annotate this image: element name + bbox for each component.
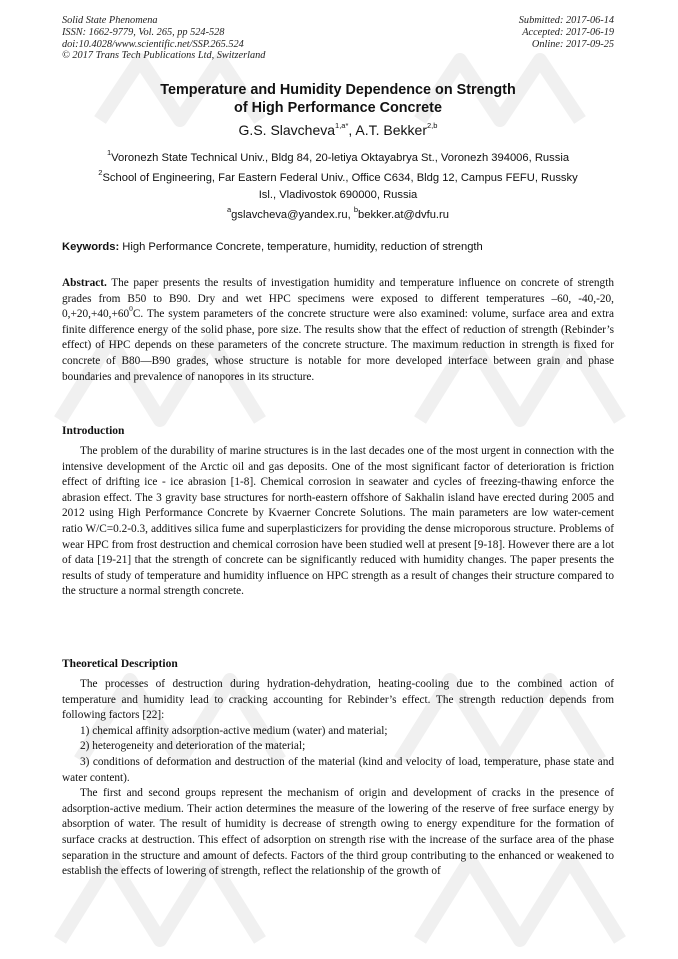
keywords-text: High Performance Concrete, temperature, humidity, reduction of strength [119, 241, 483, 253]
publication-dates [519, 15, 614, 50]
issn-line: ISSN: 1662-9779, Vol. 265, pp 524-528 [62, 26, 225, 38]
abstract-label: Abstract. [62, 277, 107, 289]
theory-paragraph-2: The first and second groups represent the mechanism of origin and development of cracks in the presence of adsorption-active medium. Their action determines the measure of the lowering of the reserve of free surface energy by absorption of water. The result of humidity is decrease of strength owing to energy expenditure for the formation of surface cracks at destruction. This effect of adsorption on strength rise with the increase of the surface area of the phase separation in the structure and amount of defects. Factors of the third group contributing to the enhanced or weakened to establish the effects of lowering of strength, reflect the relationship of the growth of [62, 787, 614, 878]
keywords-label: Keywords: [62, 241, 120, 253]
doi-link[interactable]: doi:10.4028/www.scientific.net/SSP.265.524 [62, 38, 244, 50]
title-line-2: of High Performance Concrete [234, 99, 442, 116]
email-1-marker: a [227, 205, 232, 215]
affiliation-2-line-1: School of Engineering, Far Eastern Federal Univ., Office C634, Bldg 12, Campus FEFU, Russky [102, 172, 578, 184]
email-1-link[interactable]: gslavcheva@yandex.ru, [231, 209, 354, 221]
email-2-marker: b [353, 205, 359, 215]
affiliation-2-line-2: Isl., Vladivostok 690000, Russia [258, 188, 418, 201]
submitted-date: Submitted: 2017-06-14 [518, 15, 614, 26]
abstract [62, 276, 614, 385]
publication-info [62, 15, 265, 62]
accepted-date: Accepted: 2017-06-19 [522, 26, 614, 38]
author-1: G.S. Slavcheva [238, 122, 336, 138]
theory-paragraph-1: The processes of destruction during hydration-dehydration, heating-cooling due to the combined action of temperature and humidity lead to cracking accounting for Rebinder’s effect. The strength reduction depends from following factors [22]: [62, 678, 614, 722]
author-2-affiliation-marker: 2,b [427, 121, 438, 131]
copyright-line: © 2017 Trans Tech Publications Ltd, Switzerland [62, 50, 266, 62]
email-2-link[interactable]: bekker.at@dvfu.ru [358, 209, 449, 221]
paper-title [62, 82, 614, 117]
introduction-paragraph: The problem of the durability of marine structures is in the last decades one of the most urgent in connection with the intensive development of the Arctic oil and gas deposits. One of the most significant factor of deterioration is friction effect of drifting ice - ice abrasion [1-8]. Chemical corrosion in seawater and cycles of freezing-thawing enforce the abrasion effect. The 3 gravity base structures for north-eastern offshore of Sakhalin island have erected during 2005 and 2012 using High Performance Concrete by Kvaerner Concrete Solutions. The main parameters are low water-cement ratio W/C=0.2-0.3, additives silica fume and superplasticizers for providing the dense microporous structure. Problems of wear HPC from frost destruction and chemical corrosion have been studied well at present [9-18]. However there are a lot of data [19-21] that the strength of concrete can be significantly reduced with humidity changes. The paper presents the results of study of temperature and humidity influence on HPC strength as a result of changes their structure compared to the structure a normal strength concrete. [62, 445, 614, 598]
degree-superscript: 0 [129, 304, 133, 314]
introduction-heading: Introduction [62, 425, 125, 437]
affiliation-2 [62, 170, 614, 203]
journal-name: Solid State Phenomena [62, 15, 158, 26]
email-list [62, 207, 614, 224]
title-line-1: Temperature and Humidity Dependence on Strength [160, 82, 516, 98]
keywords [62, 240, 614, 255]
factor-list-item-2: 2) heterogeneity and deterioration of the material; [80, 740, 306, 753]
abstract-text-part-1: The paper presents the results of investigation humidity and temperature influence on concrete of strength grades from B50 to B90. Dry and wet HPC specimens were exposed to different temperatures –60, -40,-20, 0,+20,+40,+60 [62, 277, 614, 321]
theoretical-description-body [62, 677, 614, 880]
affiliation-2-marker: 2 [98, 168, 103, 178]
author-2: A.T. Bekker [355, 122, 428, 138]
theoretical-description-heading: Theoretical Description [62, 658, 178, 670]
author-separator: , [348, 122, 356, 138]
factor-list-item-3: 3) conditions of deformation and destruction of the material (kind and velocity of load, temperature, phase state and water content). [62, 755, 614, 784]
abstract-text-part-2: C. The system parameters of the concrete structure were also examined: volume, surface area and extra finite difference energy of the solid phase, pore size. The results show that the effect of reduction of strength (Rebinder’s effect) of HPC depends on these parameters of the concrete structure. The maximum reduction in strength is fixed for concrete of B80—B90 grades, whose structure is notable for more developed interface between grain and phase boundaries and prevalence of nanopores in its structure. [62, 308, 614, 383]
author-1-affiliation-marker: 1,a* [335, 121, 349, 131]
affiliation-1-marker: 1 [106, 148, 112, 158]
factor-list-item-1: 1) chemical affinity adsorption-active medium (water) and material; [80, 724, 388, 737]
affiliation-1 [62, 150, 614, 167]
author-list [62, 121, 614, 139]
online-date: Online: 2017-09-25 [531, 38, 614, 50]
affiliation-1-text: Voronezh State Technical Univ., Bldg 84, 20-letiya Oktayabrya St., Voronezh 394006, Russia [111, 152, 570, 164]
